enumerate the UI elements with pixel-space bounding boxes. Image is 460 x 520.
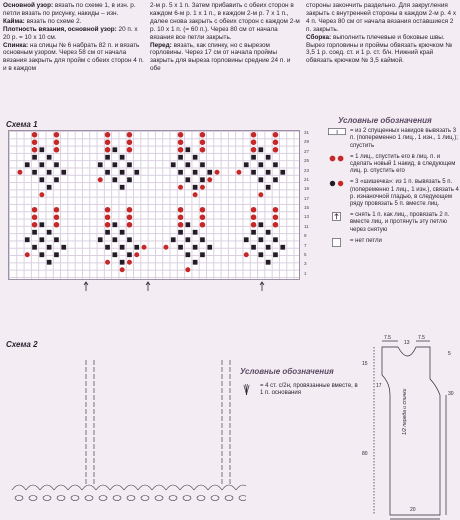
black-stitch: [193, 155, 198, 160]
black-stitch: [47, 260, 52, 265]
red-stitch: [98, 177, 103, 182]
legend-1: [330, 117, 460, 249]
red-stitch: [127, 222, 133, 228]
chart-1-symbols: [9, 131, 301, 281]
red-stitch: [127, 214, 133, 220]
chart-1-title: Схема 1: [6, 120, 38, 129]
black-stitch: [47, 245, 52, 250]
black-stitch: [259, 147, 264, 152]
black-stitch: [134, 245, 139, 250]
red-stitch: [273, 214, 279, 220]
row-number: 23: [304, 167, 310, 173]
black-stitch: [178, 230, 183, 235]
black-stitch: [193, 230, 198, 235]
black-stitch: [186, 237, 191, 242]
black-stitch: [171, 162, 176, 167]
label-80: 80: [362, 451, 368, 457]
black-stitch: [193, 245, 198, 250]
red-stitch: [54, 139, 60, 145]
red-stitch: [215, 170, 220, 175]
black-stitch: [113, 222, 118, 227]
black-stitch: [171, 237, 176, 242]
red-stitch: [251, 222, 257, 228]
label-7-5-right: 7.5: [418, 335, 425, 341]
black-stitch: [113, 252, 118, 257]
red-stitch: [273, 222, 279, 228]
text-column-2: [150, 2, 300, 73]
black-stitch: [54, 177, 59, 182]
black-stitch: [200, 252, 205, 257]
paragraph: Плотность вязания, основной узор: 20 п. х 20 р. = 10 х 10 см.: [3, 25, 138, 41]
row-number: 17: [304, 195, 310, 201]
red-stitch: [105, 214, 111, 220]
red-stitch: [273, 132, 279, 138]
red-stitch: [251, 139, 257, 145]
black-stitch: [120, 170, 125, 175]
black-stitch: [193, 185, 198, 190]
black-stitch: [178, 155, 183, 160]
legend-item: = снять 1 п. как лиц., провязать 2 п. вместе лиц. и протянуть эту петлю через снятую: [330, 212, 460, 234]
black-stitch: [120, 185, 125, 190]
red-stitch: [251, 207, 257, 213]
red-stitch: [105, 222, 111, 228]
red-stitch: [200, 207, 206, 213]
black-stitch: [207, 245, 212, 250]
black-stitch: [40, 162, 45, 167]
chart-1-repeat-arrows: [6, 280, 306, 292]
black-stitch: [54, 252, 59, 257]
black-stitch: [127, 237, 132, 242]
red-stitch: [236, 170, 241, 175]
black-stitch: [54, 162, 59, 167]
red-stitch: [251, 214, 257, 220]
black-stitch: [186, 177, 191, 182]
red-dots-icon: [328, 154, 346, 163]
black-stitch: [251, 230, 256, 235]
black-stitch: [200, 237, 205, 242]
black-stitch: [120, 230, 125, 235]
row-number: 21: [304, 176, 310, 182]
black-stitch: [280, 245, 285, 250]
black-stitch: [273, 252, 278, 257]
row-number: 15: [304, 205, 310, 210]
red-stitch: [273, 207, 279, 213]
red-stitch: [32, 132, 38, 138]
red-stitch: [178, 147, 184, 153]
black-stitch: [186, 147, 191, 152]
black-stitch: [40, 237, 45, 242]
dropped-yarnover-icon: [328, 128, 346, 137]
black-stitch: [32, 230, 37, 235]
red-stitch: [200, 147, 206, 153]
garment-schematic: [360, 335, 460, 520]
red-stitch: [178, 222, 184, 228]
black-stitch: [120, 155, 125, 160]
red-stitch: [105, 132, 111, 138]
legend-item: = 4 ст. с/2н, провязанные вместе, в 1 п. основания: [240, 383, 360, 397]
black-stitch: [105, 230, 110, 235]
black-stitch: [259, 177, 264, 182]
row-number: 31: [304, 130, 310, 135]
red-stitch: [32, 207, 38, 213]
black-stitch: [200, 177, 205, 182]
red-stitch: [105, 139, 111, 145]
red-stitch: [273, 139, 279, 145]
legend-item: = 3 «шишечка»: из 1 п. вывязать 5 п. (попеременно 1 лиц., 1 изн.), связать 4 р. изнаночной гладью, в следующем ряду провязать 5 п. вместе лиц.: [330, 179, 460, 208]
black-stitch: [47, 230, 52, 235]
row-number: 25: [304, 158, 310, 164]
red-stitch: [251, 132, 257, 138]
red-stitch: [32, 147, 38, 153]
label-5: 5: [448, 351, 451, 357]
text-column-3: [306, 2, 458, 65]
svg-text:3: 3: [335, 129, 339, 135]
red-stitch: [178, 185, 183, 190]
red-stitch: [178, 207, 184, 213]
black-stitch: [186, 252, 191, 257]
black-stitch: [40, 177, 45, 182]
red-stitch: [39, 192, 44, 197]
black-stitch: [273, 177, 278, 182]
black-stitch: [113, 237, 118, 242]
black-stitch: [266, 230, 271, 235]
red-stitch: [54, 207, 60, 213]
red-stitch: [178, 132, 184, 138]
legend-item: = нет петли: [330, 238, 460, 245]
black-stitch: [105, 245, 110, 250]
red-stitch: [105, 147, 111, 153]
decrease-arrow-icon: [332, 212, 341, 221]
black-stitch: [25, 237, 30, 242]
legend-item: = 1 лиц., спустить его в лиц. п. и сделать новый 1 накид, в следующем лиц. р. спустить его: [330, 154, 460, 176]
red-stitch: [142, 245, 147, 250]
black-stitch: [61, 245, 66, 250]
red-stitch: [200, 214, 206, 220]
red-stitch: [54, 147, 60, 153]
red-stitch: [127, 132, 133, 138]
label-7-5-left: 7.5: [384, 335, 391, 341]
red-stitch: [193, 192, 198, 197]
black-stitch: [186, 162, 191, 167]
paragraph: Перед: вязать, как спинку, но с вырезом горловины. Через 17 см от начала проймы закрыть для выреза горловины средние 24 п. и обе: [150, 41, 291, 73]
red-stitch: [25, 252, 30, 257]
black-stitch: [259, 222, 264, 227]
bobble-icon: [328, 179, 346, 188]
red-stitch: [200, 132, 206, 138]
black-stitch: [266, 260, 271, 265]
chart-2-title: Схема 2: [6, 340, 38, 349]
black-stitch: [251, 155, 256, 160]
label-15: 15: [362, 361, 368, 367]
black-stitch: [40, 147, 45, 152]
black-stitch: [40, 252, 45, 257]
paragraph: стороны закончить раздельно. Для закругления закрыть с внутренней стороны в каждом 2-м р. 4 х 4 п. Через 80 см от начала вязания оставшиеся 2 п. закрыть.: [306, 2, 457, 33]
black-stitch: [266, 170, 271, 175]
red-stitch: [127, 260, 132, 265]
black-stitch: [47, 170, 52, 175]
red-stitch: [54, 214, 60, 220]
black-stitch: [178, 170, 183, 175]
row-number: 27: [304, 148, 310, 154]
red-stitch: [207, 177, 212, 182]
knitting-chart-1: [6, 120, 318, 292]
row-number: 1: [304, 270, 307, 276]
black-stitch: [259, 252, 264, 257]
row-number: 19: [304, 186, 310, 192]
black-stitch: [127, 162, 132, 167]
black-stitch: [273, 237, 278, 242]
legend-1-title: Условные обозначения: [338, 116, 432, 125]
label-20: 20: [410, 507, 416, 513]
black-stitch: [200, 162, 205, 167]
black-stitch: [259, 237, 264, 242]
red-stitch: [200, 222, 206, 228]
black-stitch: [193, 170, 198, 175]
label-30: 30: [448, 391, 454, 397]
row-number: 9: [304, 233, 307, 239]
legend-2: [240, 368, 360, 402]
black-stitch: [61, 170, 66, 175]
red-stitch: [134, 252, 139, 257]
black-stitch: [244, 162, 249, 167]
red-stitch: [127, 139, 133, 145]
black-stitch: [251, 245, 256, 250]
black-stitch: [120, 245, 125, 250]
red-stitch: [251, 147, 257, 153]
black-stitch: [251, 170, 256, 175]
black-stitch: [32, 245, 37, 250]
paragraph: Спинка: на спицы № 6 набрать 82 п. и вязать основным узором. Через 58 см от начала вязания закрыть для пройм с обеих сторон 4 п. и в каждом: [3, 41, 144, 73]
text-column-1: [3, 2, 146, 73]
black-stitch: [47, 155, 52, 160]
row-number: 3: [304, 261, 307, 267]
red-stitch: [120, 267, 125, 272]
black-stitch: [105, 170, 110, 175]
red-stitch: [127, 147, 133, 153]
red-stitch: [163, 245, 168, 250]
chart-2-diagram: [6, 330, 246, 520]
black-stitch: [98, 162, 103, 167]
red-stitch: [32, 139, 38, 145]
red-stitch: [127, 207, 133, 213]
paragraph: Сборка: выполнить плечевые и боковые швы. Вырез горловины и проймы обвязать крючком № 3,5 1 р. соед. ст. и 1 р. ст. б/н. Нижний край обвязать крючком № 3,5 каймой.: [306, 33, 453, 65]
black-stitch: [40, 222, 45, 227]
black-stitch: [120, 260, 125, 265]
no-stitch-icon: [332, 238, 341, 247]
chart-1-grid: [8, 130, 300, 280]
crochet-stitches: [12, 360, 246, 501]
row-number: 11: [304, 223, 309, 229]
red-stitch: [32, 222, 38, 228]
row-number: 13: [304, 214, 310, 220]
black-stitch: [54, 237, 59, 242]
red-stitch: [54, 222, 60, 228]
black-stitch: [193, 260, 198, 265]
red-stitch: [185, 267, 190, 272]
black-stitch: [273, 162, 278, 167]
label-half: 1/2 переда и спинки: [402, 388, 408, 435]
black-stitch: [127, 252, 132, 257]
red-stitch: [178, 139, 184, 145]
label-13: 13: [404, 340, 410, 346]
schematic-drawing: [360, 335, 460, 520]
black-stitch: [127, 177, 132, 182]
red-stitch: [258, 192, 263, 197]
red-stitch: [200, 139, 206, 145]
red-stitch: [178, 214, 184, 220]
black-stitch: [32, 155, 37, 160]
black-stitch: [32, 170, 37, 175]
red-stitch: [105, 207, 111, 213]
label-17: 17: [376, 383, 382, 389]
red-stitch: [105, 260, 110, 265]
paragraph: Основной узор: вязать по схеме 1, в изн. р. петли вязать по рисунку, накиды – изн.: [3, 2, 136, 17]
legend-item: 3 = из 2 спущенных накидов вывязать 3 п. (попеременно 1 лиц., 1 изн., 1 лиц.); спустить: [330, 128, 460, 150]
red-stitch: [17, 170, 22, 175]
paragraph: Кайма: вязать по схеме 2.: [3, 17, 82, 25]
black-stitch: [266, 185, 271, 190]
black-stitch: [178, 245, 183, 250]
black-stitch: [105, 155, 110, 160]
black-stitch: [266, 245, 271, 250]
black-stitch: [134, 170, 139, 175]
red-stitch: [273, 147, 279, 153]
black-stitch: [280, 170, 285, 175]
red-stitch: [54, 132, 60, 138]
crochet-chart-2: [6, 330, 266, 520]
row-number: 7: [304, 242, 307, 248]
red-stitch: [244, 252, 249, 257]
red-stitch: [200, 185, 205, 190]
black-stitch: [98, 237, 103, 242]
black-stitch: [25, 162, 30, 167]
black-stitch: [113, 162, 118, 167]
black-stitch: [47, 185, 52, 190]
black-stitch: [244, 237, 249, 242]
black-stitch: [259, 162, 264, 167]
paragraph: 2-м р. 5 х 1 п. Затем прибавить с обеих сторон в каждом 6-м р. 1 х 1 п., в каждом 2-м р. 7 х 1 п., далее снова закрыть с обеих сторон с каждом 2-м р. 10 х 1 п. (= 60 п.). Через 80 см от начала вязания все петли закрыть.: [150, 2, 300, 41]
black-stitch: [266, 155, 271, 160]
black-stitch: [113, 177, 118, 182]
black-stitch: [207, 170, 212, 175]
red-stitch: [32, 214, 38, 220]
black-stitch: [113, 147, 118, 152]
cluster-icon: [242, 383, 251, 396]
black-stitch: [186, 222, 191, 227]
row-number: 5: [304, 251, 307, 257]
chart-1-row-numbers: [304, 130, 318, 280]
legend-2-title: Условные обозначения: [240, 367, 334, 376]
row-number: 29: [304, 139, 310, 145]
